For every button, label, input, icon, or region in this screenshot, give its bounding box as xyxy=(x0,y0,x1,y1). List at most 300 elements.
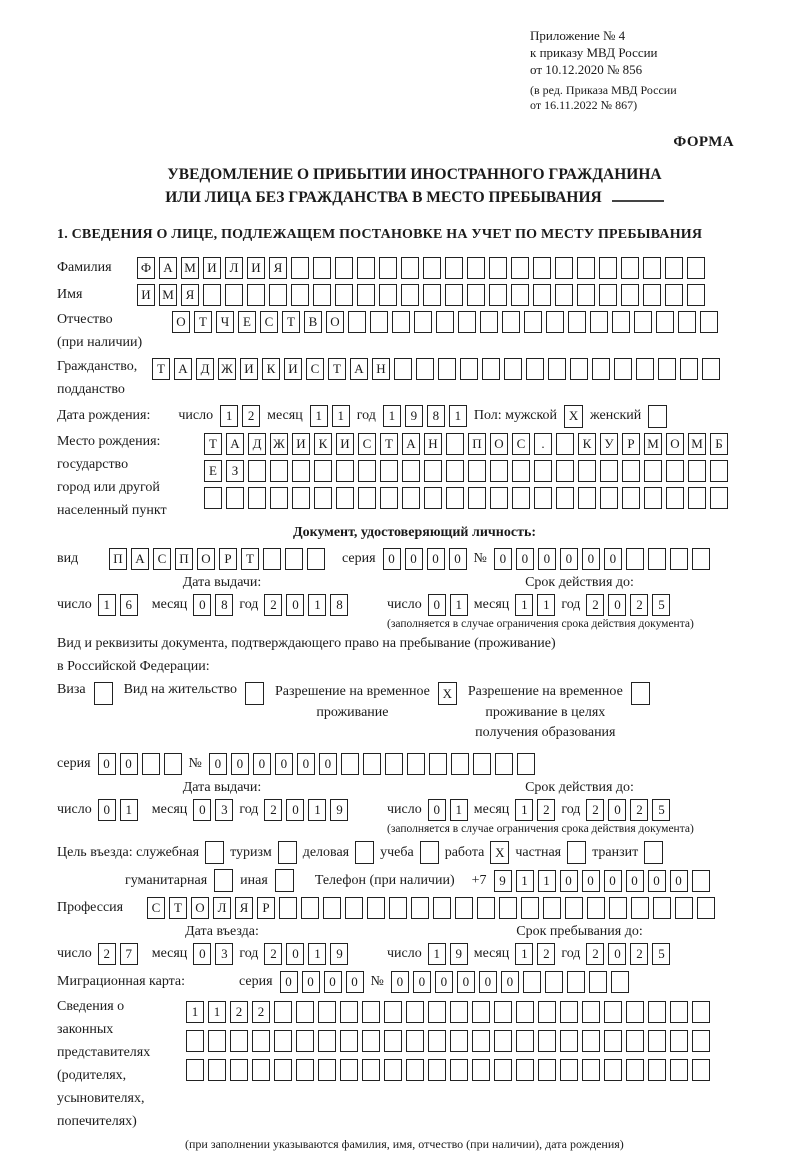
name-cell[interactable] xyxy=(445,284,463,306)
reps-cell[interactable] xyxy=(340,1030,358,1052)
stay-month-cell[interactable]: 1 xyxy=(515,943,533,965)
profession-cell[interactable] xyxy=(697,897,715,919)
entry-month-cell[interactable]: 0 xyxy=(193,943,211,965)
pob-cell[interactable] xyxy=(336,460,354,482)
reps-cell[interactable] xyxy=(494,1030,512,1052)
citizenship-cell[interactable] xyxy=(658,358,676,380)
doc-number-cell[interactable] xyxy=(648,548,666,570)
pob-cell[interactable] xyxy=(270,487,288,509)
rvp-number-cell[interactable]: 0 xyxy=(275,753,293,775)
pob-cell[interactable]: У xyxy=(600,433,618,455)
reps-cell[interactable] xyxy=(582,1001,600,1023)
name-cell[interactable] xyxy=(225,284,243,306)
reps-cell[interactable] xyxy=(428,1030,446,1052)
pob-cell[interactable] xyxy=(622,460,640,482)
reps-cell[interactable] xyxy=(406,1059,424,1081)
mig-number-cell[interactable]: 0 xyxy=(501,971,519,993)
patronymic-cell[interactable]: С xyxy=(260,311,278,333)
citizenship-cell[interactable] xyxy=(592,358,610,380)
pob-cell[interactable] xyxy=(666,487,684,509)
patronymic-cell[interactable] xyxy=(524,311,542,333)
reps-cell[interactable] xyxy=(450,1059,468,1081)
transit-checkbox[interactable] xyxy=(644,841,663,864)
patronymic-cell[interactable] xyxy=(480,311,498,333)
reps-cell[interactable] xyxy=(626,1030,644,1052)
birth-year-cell[interactable]: 8 xyxy=(427,405,445,427)
mig-number-cell[interactable]: 0 xyxy=(435,971,453,993)
mig-series-cell[interactable]: 0 xyxy=(346,971,364,993)
reps-cell[interactable] xyxy=(318,1030,336,1052)
reps-cell[interactable] xyxy=(208,1059,226,1081)
profession-cell[interactable] xyxy=(521,897,539,919)
pob-cell[interactable] xyxy=(248,460,266,482)
patronymic-cell[interactable]: О xyxy=(172,311,190,333)
reps-cell[interactable] xyxy=(362,1059,380,1081)
citizenship-cell[interactable] xyxy=(702,358,720,380)
entry-year-cell[interactable]: 0 xyxy=(286,943,304,965)
mig-series-cell[interactable]: 0 xyxy=(302,971,320,993)
citizenship-cell[interactable]: Д xyxy=(196,358,214,380)
pob-cell[interactable] xyxy=(292,460,310,482)
rvp-issue-day-cell[interactable]: 1 xyxy=(120,799,138,821)
citizenship-cell[interactable] xyxy=(416,358,434,380)
reps-cell[interactable] xyxy=(648,1001,666,1023)
citizenship-cell[interactable] xyxy=(680,358,698,380)
birth-day-cell[interactable]: 1 xyxy=(220,405,238,427)
reps-cell[interactable]: 2 xyxy=(252,1001,270,1023)
reps-cell[interactable] xyxy=(318,1059,336,1081)
stay-day-cell[interactable]: 9 xyxy=(450,943,468,965)
pob-cell[interactable]: Е xyxy=(204,460,222,482)
rvp-issue-month-cell[interactable]: 0 xyxy=(193,799,211,821)
doc-type-cell[interactable]: Т xyxy=(241,548,259,570)
patronymic-cell[interactable] xyxy=(370,311,388,333)
surname-cell[interactable] xyxy=(401,257,419,279)
pob-cell[interactable]: Р xyxy=(622,433,640,455)
pob-cell[interactable]: . xyxy=(534,433,552,455)
name-cell[interactable] xyxy=(533,284,551,306)
doc-number-cell[interactable] xyxy=(626,548,644,570)
pob-cell[interactable] xyxy=(226,487,244,509)
pob-cell[interactable] xyxy=(314,487,332,509)
business-checkbox[interactable] xyxy=(355,841,374,864)
reps-cell[interactable] xyxy=(384,1059,402,1081)
doc-issue-year-cell[interactable]: 1 xyxy=(308,594,326,616)
rvp-issue-month-cell[interactable]: 3 xyxy=(215,799,233,821)
reps-cell[interactable] xyxy=(362,1001,380,1023)
mig-number-cell[interactable]: 0 xyxy=(391,971,409,993)
name-cell[interactable] xyxy=(401,284,419,306)
citizenship-cell[interactable] xyxy=(548,358,566,380)
name-cell[interactable] xyxy=(291,284,309,306)
pob-cell[interactable] xyxy=(270,460,288,482)
reps-cell[interactable] xyxy=(384,1001,402,1023)
tourism-checkbox[interactable] xyxy=(278,841,297,864)
reps-cell[interactable] xyxy=(582,1030,600,1052)
female-checkbox[interactable] xyxy=(648,405,667,428)
profession-cell[interactable] xyxy=(631,897,649,919)
rvp-number-cell[interactable]: 0 xyxy=(297,753,315,775)
pob-cell[interactable]: Б xyxy=(710,433,728,455)
entry-year-cell[interactable]: 9 xyxy=(330,943,348,965)
reps-cell[interactable] xyxy=(384,1030,402,1052)
pob-cell[interactable] xyxy=(468,487,486,509)
reps-cell[interactable] xyxy=(692,1030,710,1052)
pob-cell[interactable] xyxy=(204,487,222,509)
reps-cell[interactable] xyxy=(296,1001,314,1023)
pob-cell[interactable]: О xyxy=(490,433,508,455)
pob-cell[interactable] xyxy=(424,460,442,482)
reps-cell[interactable] xyxy=(340,1059,358,1081)
name-cell[interactable] xyxy=(621,284,639,306)
reps-cell[interactable] xyxy=(274,1001,292,1023)
surname-cell[interactable] xyxy=(379,257,397,279)
reps-cell[interactable] xyxy=(648,1059,666,1081)
reps-cell[interactable]: 1 xyxy=(208,1001,226,1023)
pob-cell[interactable]: С xyxy=(512,433,530,455)
reps-cell[interactable] xyxy=(472,1030,490,1052)
pob-cell[interactable]: А xyxy=(402,433,420,455)
doc-valid-month-cell[interactable]: 1 xyxy=(537,594,555,616)
mig-number-cell[interactable]: 0 xyxy=(457,971,475,993)
stay-month-cell[interactable]: 2 xyxy=(537,943,555,965)
doc-valid-year-cell[interactable]: 2 xyxy=(630,594,648,616)
pob-cell[interactable] xyxy=(710,487,728,509)
profession-cell[interactable] xyxy=(367,897,385,919)
rvp-number-cell[interactable] xyxy=(517,753,535,775)
surname-cell[interactable] xyxy=(621,257,639,279)
citizenship-cell[interactable] xyxy=(460,358,478,380)
surname-cell[interactable] xyxy=(313,257,331,279)
rvp-number-cell[interactable] xyxy=(407,753,425,775)
citizenship-cell[interactable]: К xyxy=(262,358,280,380)
doc-valid-year-cell[interactable]: 5 xyxy=(652,594,670,616)
mig-number-cell[interactable] xyxy=(611,971,629,993)
pob-cell[interactable] xyxy=(446,487,464,509)
citizenship-cell[interactable]: И xyxy=(284,358,302,380)
rvp-number-cell[interactable] xyxy=(495,753,513,775)
surname-cell[interactable] xyxy=(357,257,375,279)
pob-cell[interactable] xyxy=(358,460,376,482)
surname-cell[interactable] xyxy=(643,257,661,279)
patronymic-cell[interactable] xyxy=(546,311,564,333)
doc-type-cell[interactable]: С xyxy=(153,548,171,570)
reps-cell[interactable] xyxy=(406,1001,424,1023)
reps-cell[interactable]: 1 xyxy=(186,1001,204,1023)
patronymic-cell[interactable] xyxy=(568,311,586,333)
reps-cell[interactable] xyxy=(560,1059,578,1081)
pob-cell[interactable] xyxy=(644,460,662,482)
doc-type-cell[interactable]: П xyxy=(109,548,127,570)
reps-cell[interactable] xyxy=(252,1059,270,1081)
stay-year-cell[interactable]: 2 xyxy=(586,943,604,965)
mig-series-cell[interactable]: 0 xyxy=(280,971,298,993)
humanitarian-checkbox[interactable] xyxy=(214,869,233,892)
doc-number-cell[interactable]: 0 xyxy=(582,548,600,570)
patronymic-cell[interactable]: О xyxy=(326,311,344,333)
surname-cell[interactable] xyxy=(665,257,683,279)
pob-cell[interactable] xyxy=(512,460,530,482)
pob-cell[interactable] xyxy=(556,433,574,455)
doc-valid-month-cell[interactable]: 1 xyxy=(515,594,533,616)
doc-issue-month-cell[interactable]: 0 xyxy=(193,594,211,616)
pob-cell[interactable]: Н xyxy=(424,433,442,455)
profession-cell[interactable]: О xyxy=(191,897,209,919)
surname-cell[interactable]: И xyxy=(203,257,221,279)
profession-cell[interactable] xyxy=(389,897,407,919)
phone-cell[interactable] xyxy=(692,870,710,892)
pob-cell[interactable] xyxy=(688,487,706,509)
citizenship-cell[interactable]: А xyxy=(350,358,368,380)
pob-cell[interactable] xyxy=(336,487,354,509)
doc-issue-day-cell[interactable]: 6 xyxy=(120,594,138,616)
reps-cell[interactable] xyxy=(692,1001,710,1023)
phone-cell[interactable]: 0 xyxy=(604,870,622,892)
reps-cell[interactable] xyxy=(230,1059,248,1081)
rvp-number-cell[interactable] xyxy=(363,753,381,775)
citizenship-cell[interactable]: Т xyxy=(328,358,346,380)
pob-cell[interactable]: Т xyxy=(380,433,398,455)
reps-cell[interactable] xyxy=(186,1030,204,1052)
birth-year-cell[interactable]: 1 xyxy=(383,405,401,427)
profession-cell[interactable] xyxy=(675,897,693,919)
temp-residence-checkbox[interactable]: X xyxy=(438,682,457,705)
doc-issue-day-cell[interactable]: 1 xyxy=(98,594,116,616)
patronymic-cell[interactable]: Е xyxy=(238,311,256,333)
patronymic-cell[interactable]: Ч xyxy=(216,311,234,333)
phone-cell[interactable]: 0 xyxy=(670,870,688,892)
pob-cell[interactable] xyxy=(556,487,574,509)
surname-cell[interactable] xyxy=(489,257,507,279)
reps-cell[interactable] xyxy=(208,1030,226,1052)
rvp-series-cell[interactable] xyxy=(142,753,160,775)
doc-number-cell[interactable]: 0 xyxy=(494,548,512,570)
surname-cell[interactable] xyxy=(577,257,595,279)
doc-issue-year-cell[interactable]: 2 xyxy=(264,594,282,616)
pob-cell[interactable] xyxy=(600,460,618,482)
patronymic-cell[interactable] xyxy=(458,311,476,333)
doc-type-cell[interactable] xyxy=(307,548,325,570)
phone-cell[interactable]: 9 xyxy=(494,870,512,892)
phone-cell[interactable]: 0 xyxy=(648,870,666,892)
pob-cell[interactable] xyxy=(534,487,552,509)
surname-cell[interactable] xyxy=(533,257,551,279)
mig-series-cell[interactable]: 0 xyxy=(324,971,342,993)
surname-cell[interactable]: Я xyxy=(269,257,287,279)
rvp-number-cell[interactable] xyxy=(385,753,403,775)
patronymic-cell[interactable] xyxy=(678,311,696,333)
reps-cell[interactable] xyxy=(604,1030,622,1052)
reps-cell[interactable] xyxy=(560,1030,578,1052)
doc-valid-day-cell[interactable]: 1 xyxy=(450,594,468,616)
name-cell[interactable]: И xyxy=(137,284,155,306)
reps-cell[interactable] xyxy=(516,1059,534,1081)
pob-cell[interactable] xyxy=(710,460,728,482)
private-checkbox[interactable] xyxy=(567,841,586,864)
profession-cell[interactable]: Л xyxy=(213,897,231,919)
mig-number-cell[interactable] xyxy=(589,971,607,993)
citizenship-cell[interactable]: Н xyxy=(372,358,390,380)
doc-valid-year-cell[interactable]: 0 xyxy=(608,594,626,616)
doc-series-cell[interactable]: 0 xyxy=(383,548,401,570)
doc-series-cell[interactable]: 0 xyxy=(405,548,423,570)
profession-cell[interactable] xyxy=(345,897,363,919)
doc-number-cell[interactable]: 0 xyxy=(538,548,556,570)
name-cell[interactable]: М xyxy=(159,284,177,306)
reps-cell[interactable] xyxy=(252,1030,270,1052)
rvp-series-cell[interactable]: 0 xyxy=(120,753,138,775)
citizenship-cell[interactable] xyxy=(482,358,500,380)
reps-cell[interactable] xyxy=(538,1030,556,1052)
patronymic-cell[interactable] xyxy=(612,311,630,333)
reps-cell[interactable] xyxy=(186,1059,204,1081)
mig-number-cell[interactable]: 0 xyxy=(413,971,431,993)
citizenship-cell[interactable]: Т xyxy=(152,358,170,380)
rvp-valid-day-cell[interactable]: 0 xyxy=(428,799,446,821)
phone-cell[interactable]: 0 xyxy=(560,870,578,892)
doc-type-cell[interactable]: Р xyxy=(219,548,237,570)
surname-cell[interactable] xyxy=(423,257,441,279)
rvp-valid-year-cell[interactable]: 5 xyxy=(652,799,670,821)
citizenship-cell[interactable] xyxy=(504,358,522,380)
name-cell[interactable] xyxy=(467,284,485,306)
profession-cell[interactable] xyxy=(587,897,605,919)
entry-day-cell[interactable]: 2 xyxy=(98,943,116,965)
pob-cell[interactable]: Д xyxy=(248,433,266,455)
rvp-number-cell[interactable] xyxy=(451,753,469,775)
stay-year-cell[interactable]: 0 xyxy=(608,943,626,965)
temp-residence-edu-checkbox[interactable] xyxy=(631,682,650,705)
reps-cell[interactable] xyxy=(428,1001,446,1023)
profession-cell[interactable]: Я xyxy=(235,897,253,919)
reps-cell[interactable] xyxy=(494,1059,512,1081)
rvp-issue-year-cell[interactable]: 2 xyxy=(264,799,282,821)
doc-number-cell[interactable]: 0 xyxy=(560,548,578,570)
doc-valid-day-cell[interactable]: 0 xyxy=(428,594,446,616)
reps-cell[interactable] xyxy=(670,1059,688,1081)
name-cell[interactable] xyxy=(313,284,331,306)
pob-cell[interactable] xyxy=(358,487,376,509)
pob-cell[interactable] xyxy=(578,460,596,482)
surname-cell[interactable] xyxy=(467,257,485,279)
reps-cell[interactable] xyxy=(450,1001,468,1023)
entry-year-cell[interactable]: 1 xyxy=(308,943,326,965)
rvp-issue-year-cell[interactable]: 1 xyxy=(308,799,326,821)
doc-type-cell[interactable] xyxy=(285,548,303,570)
name-cell[interactable] xyxy=(357,284,375,306)
pob-cell[interactable]: Ж xyxy=(270,433,288,455)
birth-year-cell[interactable]: 9 xyxy=(405,405,423,427)
doc-issue-year-cell[interactable]: 0 xyxy=(286,594,304,616)
stay-day-cell[interactable]: 1 xyxy=(428,943,446,965)
pob-cell[interactable] xyxy=(490,487,508,509)
citizenship-cell[interactable]: С xyxy=(306,358,324,380)
rvp-valid-month-cell[interactable]: 2 xyxy=(537,799,555,821)
profession-cell[interactable] xyxy=(323,897,341,919)
patronymic-cell[interactable] xyxy=(392,311,410,333)
reps-cell[interactable] xyxy=(516,1030,534,1052)
stay-year-cell[interactable]: 5 xyxy=(652,943,670,965)
name-cell[interactable] xyxy=(247,284,265,306)
pob-cell[interactable]: К xyxy=(578,433,596,455)
profession-cell[interactable] xyxy=(543,897,561,919)
profession-cell[interactable] xyxy=(279,897,297,919)
name-cell[interactable] xyxy=(511,284,529,306)
pob-cell[interactable] xyxy=(622,487,640,509)
pob-cell[interactable] xyxy=(688,460,706,482)
rvp-number-cell[interactable] xyxy=(429,753,447,775)
name-cell[interactable] xyxy=(665,284,683,306)
doc-series-cell[interactable]: 0 xyxy=(427,548,445,570)
reps-cell[interactable] xyxy=(626,1059,644,1081)
name-cell[interactable] xyxy=(577,284,595,306)
reps-cell[interactable] xyxy=(428,1059,446,1081)
citizenship-cell[interactable] xyxy=(636,358,654,380)
profession-cell[interactable] xyxy=(455,897,473,919)
doc-number-cell[interactable] xyxy=(670,548,688,570)
pob-cell[interactable] xyxy=(402,460,420,482)
mig-number-cell[interactable] xyxy=(545,971,563,993)
entry-month-cell[interactable]: 3 xyxy=(215,943,233,965)
profession-cell[interactable] xyxy=(609,897,627,919)
mig-number-cell[interactable]: 0 xyxy=(479,971,497,993)
pob-cell[interactable] xyxy=(402,487,420,509)
rvp-number-cell[interactable]: 0 xyxy=(209,753,227,775)
pob-cell[interactable] xyxy=(468,460,486,482)
patronymic-cell[interactable] xyxy=(590,311,608,333)
pob-cell[interactable] xyxy=(248,487,266,509)
rvp-series-cell[interactable] xyxy=(164,753,182,775)
mig-number-cell[interactable] xyxy=(567,971,585,993)
surname-cell[interactable]: Л xyxy=(225,257,243,279)
patronymic-cell[interactable]: Т xyxy=(282,311,300,333)
reps-cell[interactable] xyxy=(494,1001,512,1023)
rvp-number-cell[interactable]: 0 xyxy=(253,753,271,775)
pob-cell[interactable]: З xyxy=(226,460,244,482)
reps-cell[interactable]: 2 xyxy=(230,1001,248,1023)
citizenship-cell[interactable]: Ж xyxy=(218,358,236,380)
stay-year-cell[interactable]: 2 xyxy=(630,943,648,965)
doc-valid-year-cell[interactable]: 2 xyxy=(586,594,604,616)
pob-cell[interactable] xyxy=(424,487,442,509)
birth-day-cell[interactable]: 2 xyxy=(242,405,260,427)
patronymic-cell[interactable]: В xyxy=(304,311,322,333)
reps-cell[interactable] xyxy=(340,1001,358,1023)
profession-cell[interactable]: Р xyxy=(257,897,275,919)
pob-cell[interactable] xyxy=(600,487,618,509)
reps-cell[interactable] xyxy=(472,1001,490,1023)
name-cell[interactable] xyxy=(599,284,617,306)
surname-cell[interactable] xyxy=(687,257,705,279)
surname-cell[interactable] xyxy=(291,257,309,279)
reps-cell[interactable] xyxy=(538,1001,556,1023)
reps-cell[interactable] xyxy=(516,1001,534,1023)
pob-cell[interactable] xyxy=(666,460,684,482)
doc-series-cell[interactable]: 0 xyxy=(449,548,467,570)
profession-cell[interactable] xyxy=(301,897,319,919)
pob-cell[interactable]: И xyxy=(336,433,354,455)
pob-cell[interactable] xyxy=(380,487,398,509)
name-cell[interactable] xyxy=(269,284,287,306)
birth-year-cell[interactable]: 1 xyxy=(449,405,467,427)
entry-day-cell[interactable]: 7 xyxy=(120,943,138,965)
reps-cell[interactable] xyxy=(560,1001,578,1023)
surname-cell[interactable] xyxy=(445,257,463,279)
pob-cell[interactable] xyxy=(490,460,508,482)
rvp-valid-year-cell[interactable]: 0 xyxy=(608,799,626,821)
reps-cell[interactable] xyxy=(538,1059,556,1081)
rvp-series-cell[interactable]: 0 xyxy=(98,753,116,775)
